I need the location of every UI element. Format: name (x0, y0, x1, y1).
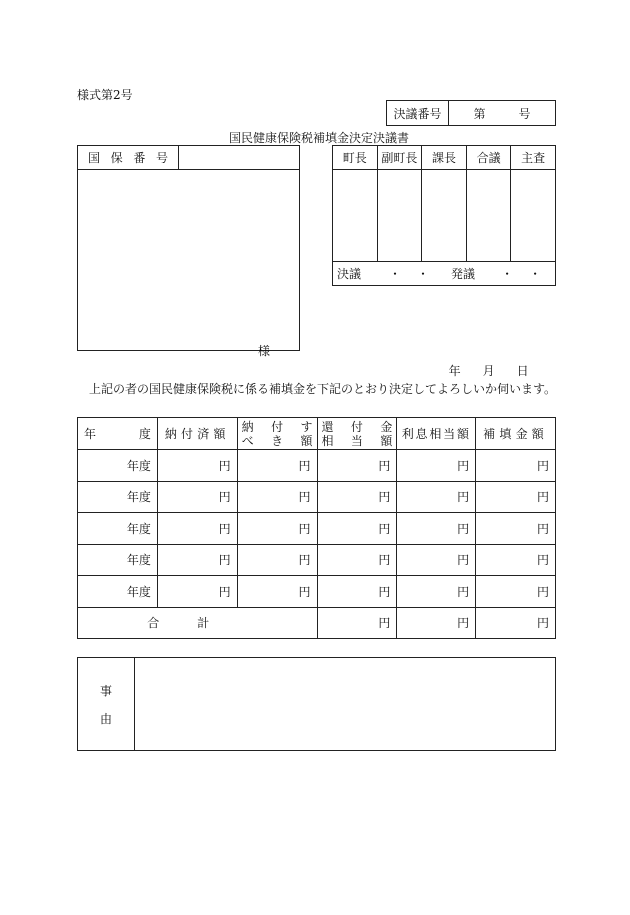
decision-issue-dates (333, 262, 555, 285)
addressee-box (77, 145, 300, 358)
header-compensation (476, 418, 556, 450)
amount-cell[interactable]: 円 (476, 544, 556, 576)
total-char: 合 (147, 616, 160, 631)
reason-field[interactable] (135, 658, 555, 750)
row-year-cell[interactable]: 年度 (78, 513, 158, 545)
amount-cell[interactable]: 円 (317, 513, 397, 545)
decision-date-label: 決議 (337, 267, 362, 281)
insurance-number-label (78, 146, 179, 169)
decision-number-label: 決議番号 (387, 101, 449, 125)
decision-number-suffix: 号 (518, 106, 531, 121)
insurance-number-field[interactable] (179, 146, 299, 169)
header-interest (397, 418, 476, 450)
reason-box (77, 657, 556, 751)
stamp-cell-consultation[interactable] (467, 170, 512, 261)
date-separator: ・ (501, 267, 514, 281)
row-year-cell[interactable]: 年度 (78, 576, 158, 608)
amount-cell[interactable]: 円 (397, 450, 476, 482)
decision-number-field[interactable] (449, 101, 555, 125)
approval-header-deputy-mayor: 副町長 (378, 146, 423, 169)
approval-header-supervisor: 主査 (521, 151, 546, 165)
amount-cell[interactable]: 円 (157, 481, 237, 513)
total-interest-cell[interactable]: 円 (397, 607, 476, 639)
date-line (441, 348, 529, 379)
header-text: 納付済額 (164, 427, 230, 441)
label-char: 保 (110, 151, 123, 165)
approval-header-section-chief: 課長 (422, 146, 467, 169)
decision-number-prefix: 第 (473, 106, 486, 121)
label-char: 号 (155, 151, 168, 165)
total-row (78, 607, 556, 639)
approval-header-mayor: 町長 (333, 146, 378, 169)
header-text: 還 付 金 (321, 419, 393, 434)
request-text: 上記の者の国民健康保険税に係る補填金を下記のとおり決定してよろしいか伺います。 (89, 382, 557, 396)
reason-label (78, 658, 135, 750)
amount-cell[interactable]: 円 (397, 481, 476, 513)
approval-stamp-box (332, 145, 556, 286)
amount-cell[interactable]: 円 (237, 576, 317, 608)
decision-number-box (386, 100, 556, 126)
stamp-cell-section-chief[interactable] (422, 170, 467, 261)
header-text: べ き 額 (241, 433, 313, 448)
amount-cell[interactable]: 円 (476, 450, 556, 482)
header-year (78, 418, 158, 450)
amount-cell[interactable]: 円 (476, 576, 556, 608)
honorific: 様 (258, 344, 271, 358)
total-char: 計 (197, 616, 210, 631)
table-row (78, 481, 556, 513)
total-label (78, 607, 318, 639)
header-text: 利息相当額 (401, 427, 471, 441)
table-row (78, 513, 556, 545)
amount-cell[interactable]: 円 (237, 481, 317, 513)
stamp-cell-mayor[interactable] (333, 170, 378, 261)
reason-char: 事 (99, 683, 112, 698)
amount-cell[interactable]: 円 (397, 576, 476, 608)
issue-date-label: 発議 (451, 267, 476, 281)
amount-cell[interactable]: 円 (397, 513, 476, 545)
addressee-name-field[interactable] (78, 170, 299, 350)
header-paid (157, 418, 237, 450)
reason-char: 由 (99, 711, 112, 726)
total-compensation-cell[interactable]: 円 (476, 607, 556, 639)
header-char: 度 (138, 427, 151, 441)
label-char: 国 (88, 151, 101, 165)
row-year-cell[interactable]: 年度 (78, 450, 158, 482)
date-separator: ・ (529, 267, 542, 281)
header-text: 納 付 す (241, 419, 313, 434)
total-refund-cell[interactable]: 円 (317, 607, 397, 639)
amount-cell[interactable]: 円 (157, 450, 237, 482)
amount-cell[interactable]: 円 (157, 513, 237, 545)
stamp-cell-deputy-mayor[interactable] (378, 170, 423, 261)
amount-cell[interactable]: 円 (157, 544, 237, 576)
amount-cell[interactable]: 円 (317, 544, 397, 576)
table-row (78, 576, 556, 608)
header-payable (237, 418, 317, 450)
header-text: 相 当 額 (321, 433, 393, 448)
amount-cell[interactable]: 円 (317, 450, 397, 482)
amount-cell[interactable]: 円 (237, 513, 317, 545)
date-separator: ・ (389, 267, 402, 281)
year-label: 年 (448, 364, 461, 378)
form-number: 様式第2号 (77, 88, 133, 102)
amount-cell[interactable]: 円 (237, 544, 317, 576)
table-header-row (78, 418, 556, 450)
amount-cell[interactable]: 円 (237, 450, 317, 482)
month-label: 月 (482, 364, 495, 378)
table-row (78, 544, 556, 576)
table-row (78, 450, 556, 482)
header-text: 補填金額 (483, 427, 548, 441)
amounts-table (77, 417, 556, 639)
header-refund (317, 418, 397, 450)
amount-cell[interactable]: 円 (397, 544, 476, 576)
row-year-cell[interactable]: 年度 (78, 544, 158, 576)
amount-cell[interactable]: 円 (157, 576, 237, 608)
document-title: 国民健康保険税補填金決定決議書 (228, 131, 409, 145)
row-year-cell[interactable]: 年度 (78, 481, 158, 513)
stamp-cell-supervisor[interactable] (511, 170, 555, 261)
amount-cell[interactable]: 円 (317, 576, 397, 608)
amount-cell[interactable]: 円 (317, 481, 397, 513)
amount-cell[interactable]: 円 (476, 513, 556, 545)
approval-header-consultation: 合議 (467, 146, 512, 169)
label-char: 番 (133, 151, 146, 165)
amount-cell[interactable]: 円 (476, 481, 556, 513)
header-char: 年 (84, 427, 97, 441)
date-separator: ・ (417, 267, 430, 281)
day-label: 日 (516, 364, 529, 378)
